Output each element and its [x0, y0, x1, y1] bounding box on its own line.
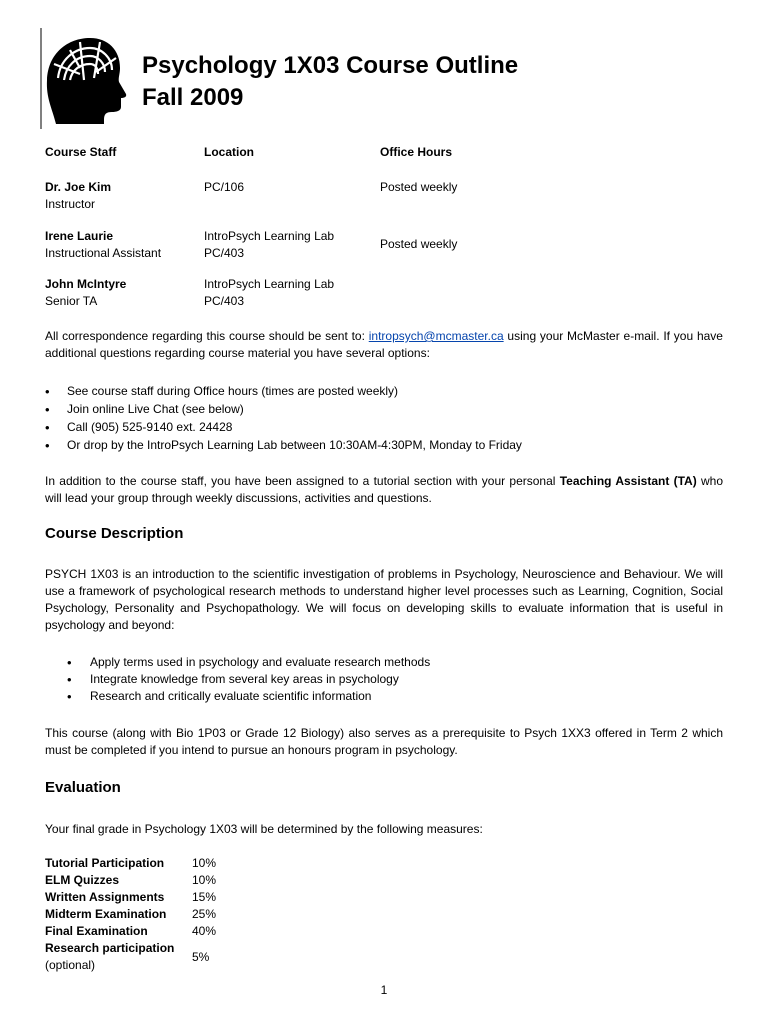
column-header-office-hours: Office Hours — [380, 145, 453, 159]
grade-row — [45, 906, 245, 923]
list-item: • Apply terms used in psychology and evaluate research methods — [45, 654, 725, 671]
grade-row — [45, 855, 245, 872]
grade-value: 25% — [192, 907, 217, 921]
grade-row — [45, 940, 245, 976]
list-item: • Research and critically evaluate scientific information — [45, 688, 725, 705]
head-profile-logo-icon — [40, 28, 130, 129]
ta-emphasis: Teaching Assistant (TA) — [559, 474, 697, 488]
grade-breakdown — [45, 855, 245, 976]
grade-value: 10% — [192, 873, 217, 887]
page-title — [142, 50, 518, 114]
staff-role: Instructional Assistant — [45, 246, 162, 260]
grade-label-line1: Research participation — [45, 941, 175, 955]
grade-label: ELM Quizzes — [45, 873, 120, 887]
title-term: Fall 2009 — [142, 84, 244, 111]
tutorial-text-end: who will lead your group through weekly discussions, activities and questions. — [45, 474, 723, 505]
title-course: Psychology 1X03 Course Outline — [142, 52, 519, 79]
grade-value: 15% — [192, 890, 217, 904]
tutorial-text: In addition to the course staff, you have been assigned to a tutorial section with your personal — [45, 474, 560, 488]
grade-value: 10% — [192, 856, 217, 870]
correspondence-paragraph — [45, 328, 723, 362]
staff-name: John McIntyre — [45, 277, 127, 291]
grade-label: Midterm Examination — [45, 907, 167, 921]
correspondence-text: All correspondence regarding this course should be sent to: — [45, 329, 369, 343]
list-item: • See course staff during Office hours (times are posted weekly) — [45, 383, 725, 400]
column-header-location: Location — [204, 145, 254, 159]
tutorial-paragraph — [45, 473, 723, 507]
list-item: • Integrate knowledge from several key areas in psychology — [45, 671, 725, 688]
list-item: • Or drop by the IntroPsych Learning Lab between 10:30AM-4:30PM, Monday to Friday — [45, 437, 725, 454]
grade-row — [45, 872, 245, 889]
prerequisite-paragraph: This course (along with Bio 1P03 or Grade 12 Biology) also serves as a prerequisite to Psych 1XX3 offered in Term 2 which must be completed if you intend to pursue an honours program in psychology. — [45, 726, 723, 757]
page-number: 1 — [380, 983, 388, 997]
staff-room: PC/403 — [204, 246, 245, 260]
grade-row — [45, 923, 245, 940]
contact-options-list — [45, 383, 725, 454]
staff-role: Senior TA — [45, 294, 98, 308]
staff-room: PC/403 — [204, 294, 245, 308]
section-heading-evaluation: Evaluation — [45, 779, 121, 796]
grade-label: Final Examination — [45, 924, 148, 938]
staff-location: IntroPsych Learning Lab — [204, 229, 335, 243]
staff-location: PC/106 — [204, 180, 245, 194]
staff-role: Instructor — [45, 197, 96, 211]
grade-row — [45, 889, 245, 906]
staff-hours: Posted weekly — [380, 180, 458, 194]
list-item: • Call (905) 525-9140 ext. 24428 — [45, 419, 725, 436]
course-description-paragraph: PSYCH 1X03 is an introduction to the scientific investigation of problems in Psychology, Neuroscience and Behaviour. We will use a framework of psychological research methods to understand higher level processes such as Learning, Cognition, Social Psychology, Personality and Psychopathology. We will focus on developing skills to evaluate information that is useful in psychology and beyond: — [45, 567, 723, 632]
grade-label — [45, 940, 190, 974]
staff-name: Irene Laurie — [45, 229, 114, 243]
evaluation-intro: Your final grade in Psychology 1X03 will be determined by the following measures: — [45, 822, 483, 836]
grade-label-line2: (optional) — [45, 958, 96, 972]
grade-value: 40% — [192, 924, 217, 938]
list-item: • Join online Live Chat (see below) — [45, 401, 725, 418]
correspondence-text-end: using your McMaster e-mail. If you have additional questions regarding course material you have several options: — [45, 329, 723, 360]
staff-hours: Posted weekly — [380, 237, 458, 251]
grade-label: Written Assignments — [45, 890, 165, 904]
column-header-staff: Course Staff — [45, 145, 117, 159]
section-heading-course-description: Course Description — [45, 525, 184, 542]
grade-value: 5% — [192, 950, 210, 964]
grade-label: Tutorial Participation — [45, 856, 165, 870]
course-goals-list — [45, 654, 725, 705]
staff-location: IntroPsych Learning Lab — [204, 277, 335, 291]
staff-name: Dr. Joe Kim — [45, 180, 112, 194]
email-link[interactable]: intropsych@mcmaster.ca — [368, 329, 504, 343]
